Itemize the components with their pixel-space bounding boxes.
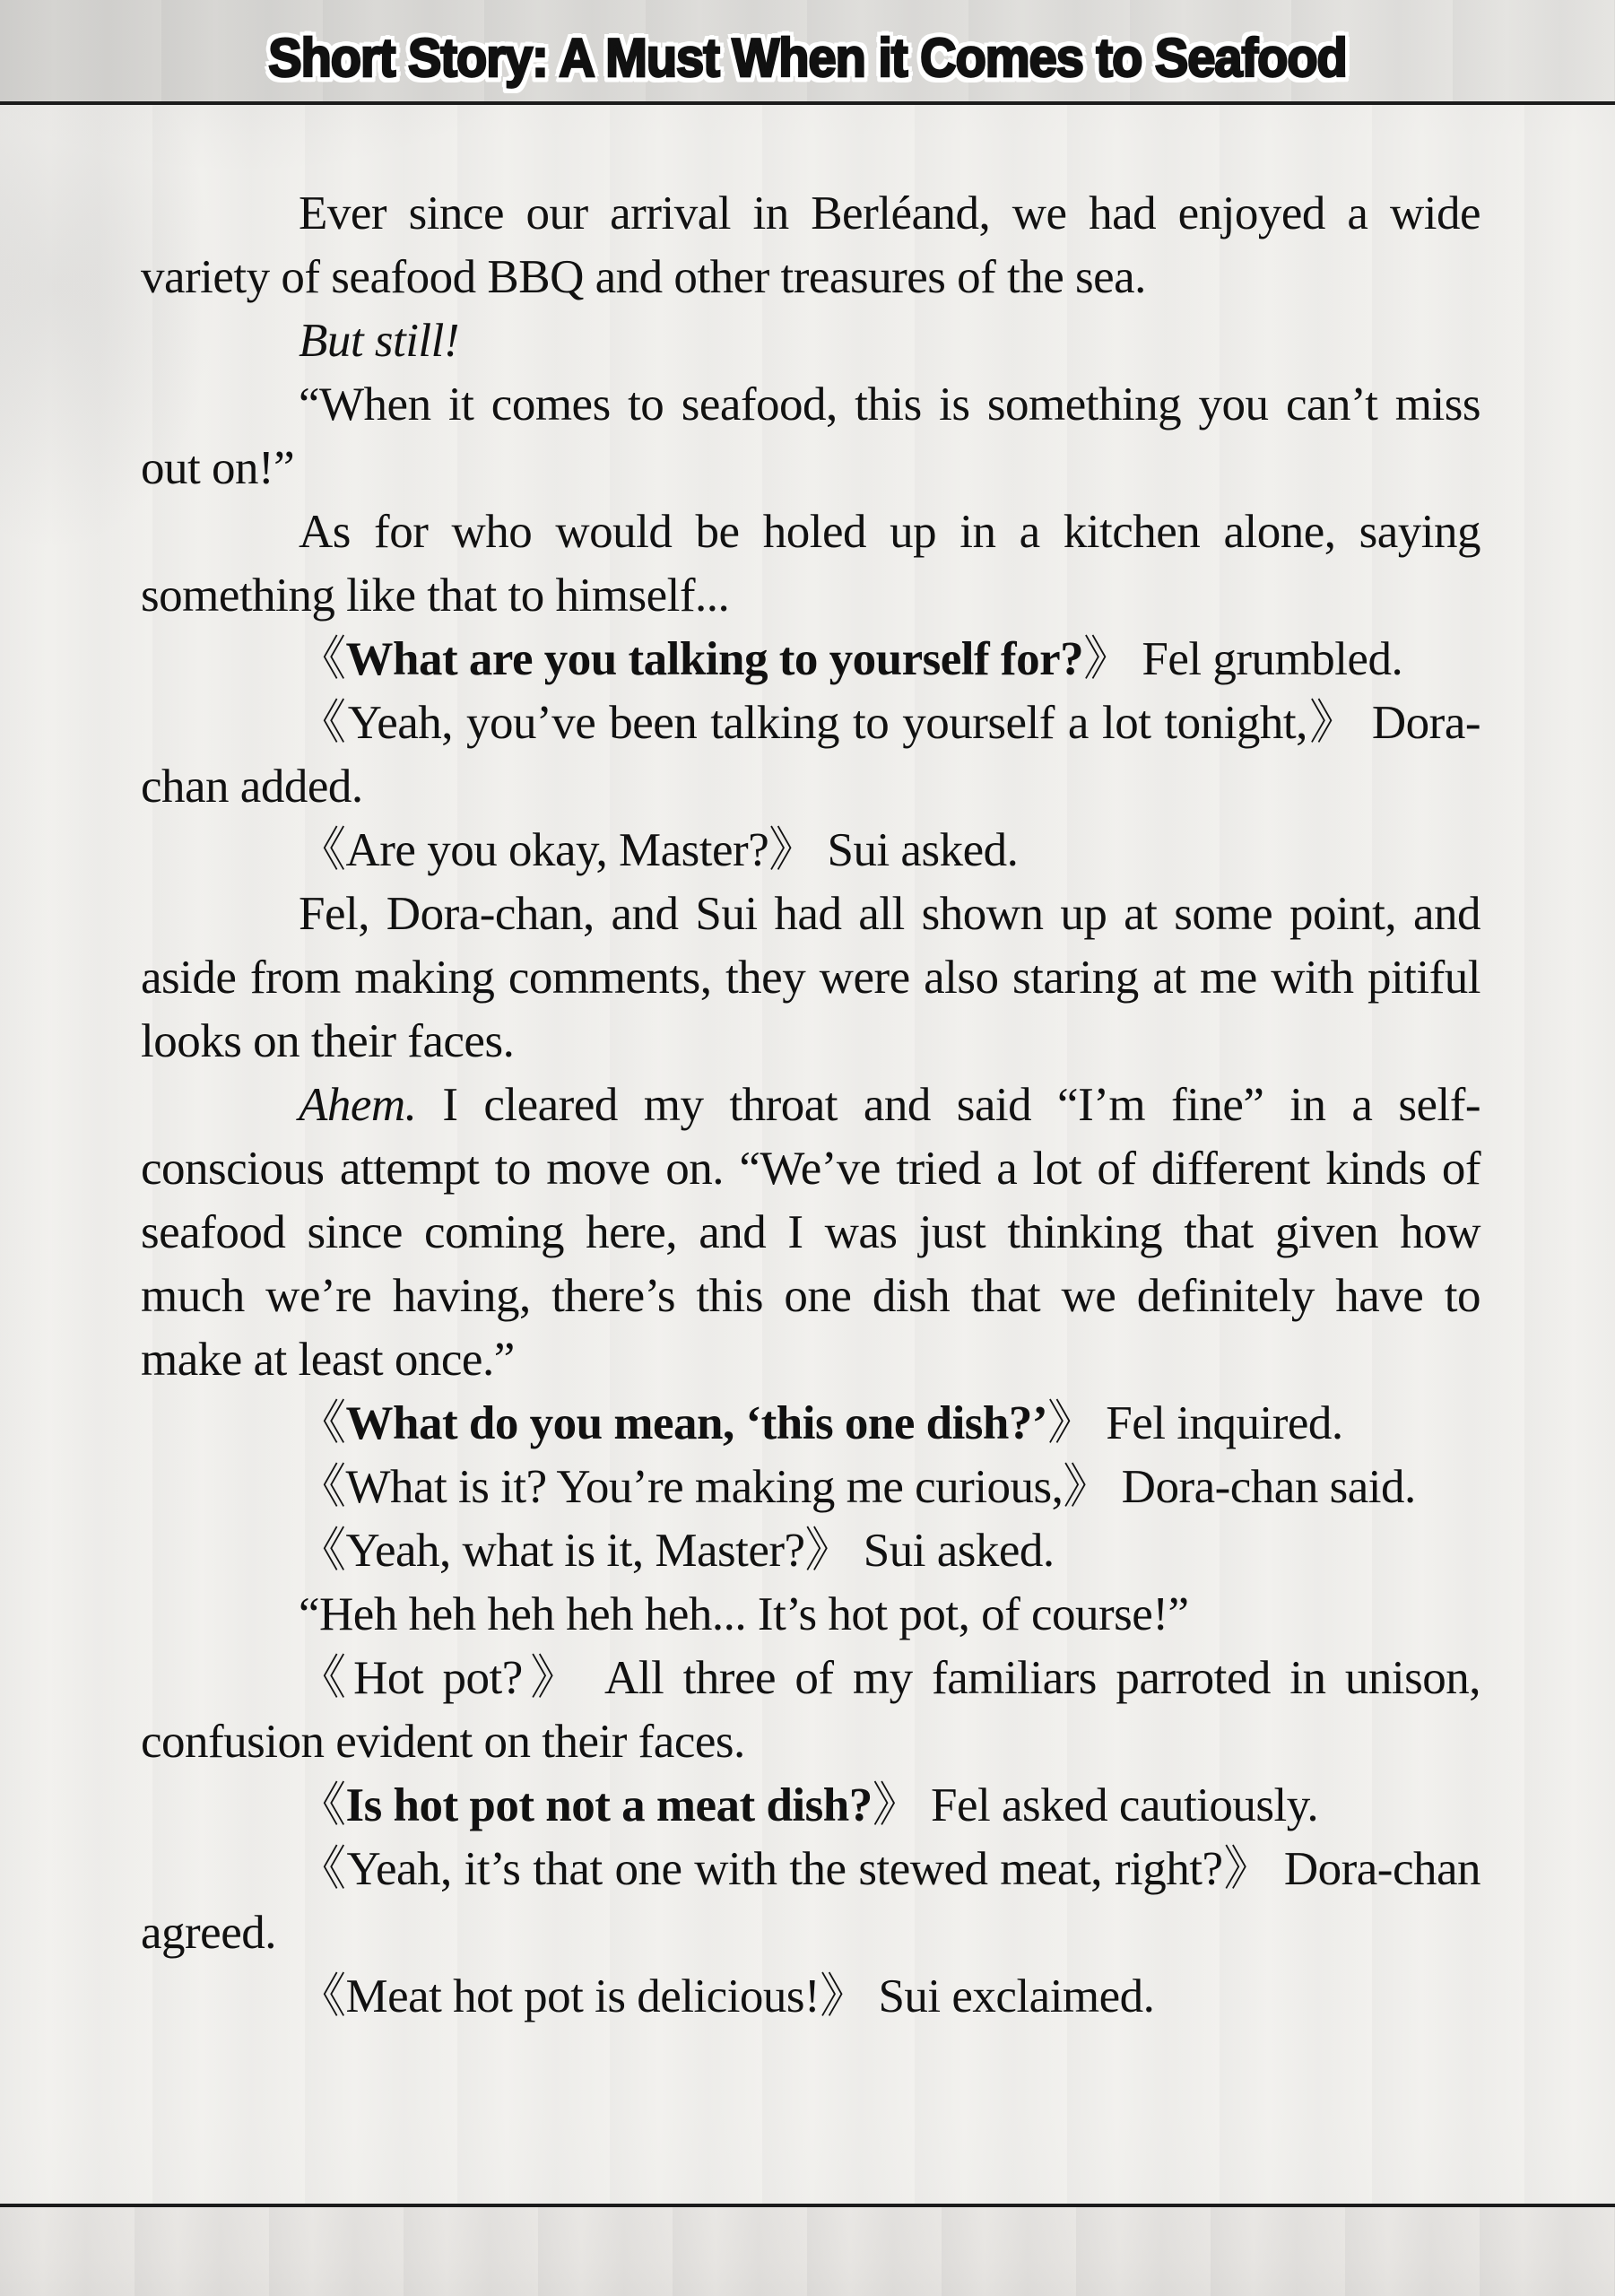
story-text	[141, 105, 1480, 2029]
text-run: Fel, Dora-chan, and Sui had all shown up at some point, and aside from making comments, they were also staring at me with pitiful looks on their faces.	[141, 888, 1480, 1067]
text-run: Ever since our arrival in Berléand, we had enjoyed a wide variety of seafood BBQ and other treasures of the sea.	[141, 187, 1480, 303]
text-run: 《Are you okay, Master?》 Sui asked.	[299, 824, 1019, 876]
text-run: 《	[299, 1397, 346, 1449]
paragraph	[141, 883, 1480, 1074]
paragraph	[141, 1392, 1480, 1456]
page-header	[0, 0, 1615, 105]
paragraph	[141, 1456, 1480, 1519]
text-run: 《	[299, 1779, 346, 1831]
text-run: 《What is it? You’re making me curious,》 Dora-chan said.	[299, 1461, 1416, 1513]
text-run: I cleared my throat and said “I’m fine” in a self-conscious attempt to move on. “We’ve tried a lot of different kinds of seafood since coming here, and I was just thinking that given how much we’re having, there’s this one dish that we definitely have to make at least once.”	[141, 1079, 1480, 1386]
text-run: 《Yeah, you’ve been talking to yourself a lot tonight,》 Dora-chan added.	[141, 697, 1480, 813]
text-run: “When it comes to seafood, this is something you can’t miss out on!”	[141, 378, 1480, 494]
paragraph	[141, 1774, 1480, 1838]
paragraph	[141, 182, 1480, 309]
speech-bold-run: Is hot pot not a meat dish?	[345, 1779, 873, 1831]
text-run: 《Yeah, it’s that one with the stewed meat, right?》 Dora-chan agreed.	[141, 1843, 1480, 1959]
italic-run: But still!	[299, 315, 460, 367]
paragraph	[141, 1074, 1480, 1392]
text-run: 》 Fel asked cautiously.	[872, 1779, 1319, 1831]
paragraph	[141, 1519, 1480, 1583]
text-run: 《Meat hot pot is delicious!》 Sui exclaimed.	[299, 1970, 1155, 2022]
text-run: 》 Fel grumbled.	[1083, 633, 1403, 685]
paragraph	[141, 628, 1480, 691]
paragraph	[141, 1838, 1480, 1965]
page-footer	[0, 2204, 1615, 2296]
page-title: Short Story: A Must When it Comes to Seafood	[268, 27, 1347, 89]
paragraph	[141, 373, 1480, 500]
speech-bold-run: What do you mean, ‘this one dish?’	[345, 1397, 1048, 1449]
paragraph	[141, 1965, 1480, 2029]
text-run: 《Hot pot?》 All three of my familiars parroted in unison, confusion evident on their faces.	[141, 1652, 1480, 1768]
text-run: 《	[299, 633, 346, 685]
paragraph	[141, 1583, 1480, 1647]
paragraph	[141, 309, 1480, 373]
paragraph	[141, 691, 1480, 819]
paragraph	[141, 1647, 1480, 1774]
speech-bold-run: What are you talking to yourself for?	[345, 633, 1084, 685]
text-run: 》 Fel inquired.	[1047, 1397, 1343, 1449]
paragraph	[141, 500, 1480, 628]
text-run: “Heh heh heh heh heh... It’s hot pot, of course!”	[299, 1588, 1189, 1640]
text-run: 《Yeah, what is it, Master?》 Sui asked.	[299, 1525, 1055, 1577]
paragraph	[141, 819, 1480, 883]
italic-run: Ahem.	[299, 1079, 417, 1131]
text-run: As for who would be holed up in a kitchen alone, saying something like that to himself...	[141, 506, 1480, 622]
